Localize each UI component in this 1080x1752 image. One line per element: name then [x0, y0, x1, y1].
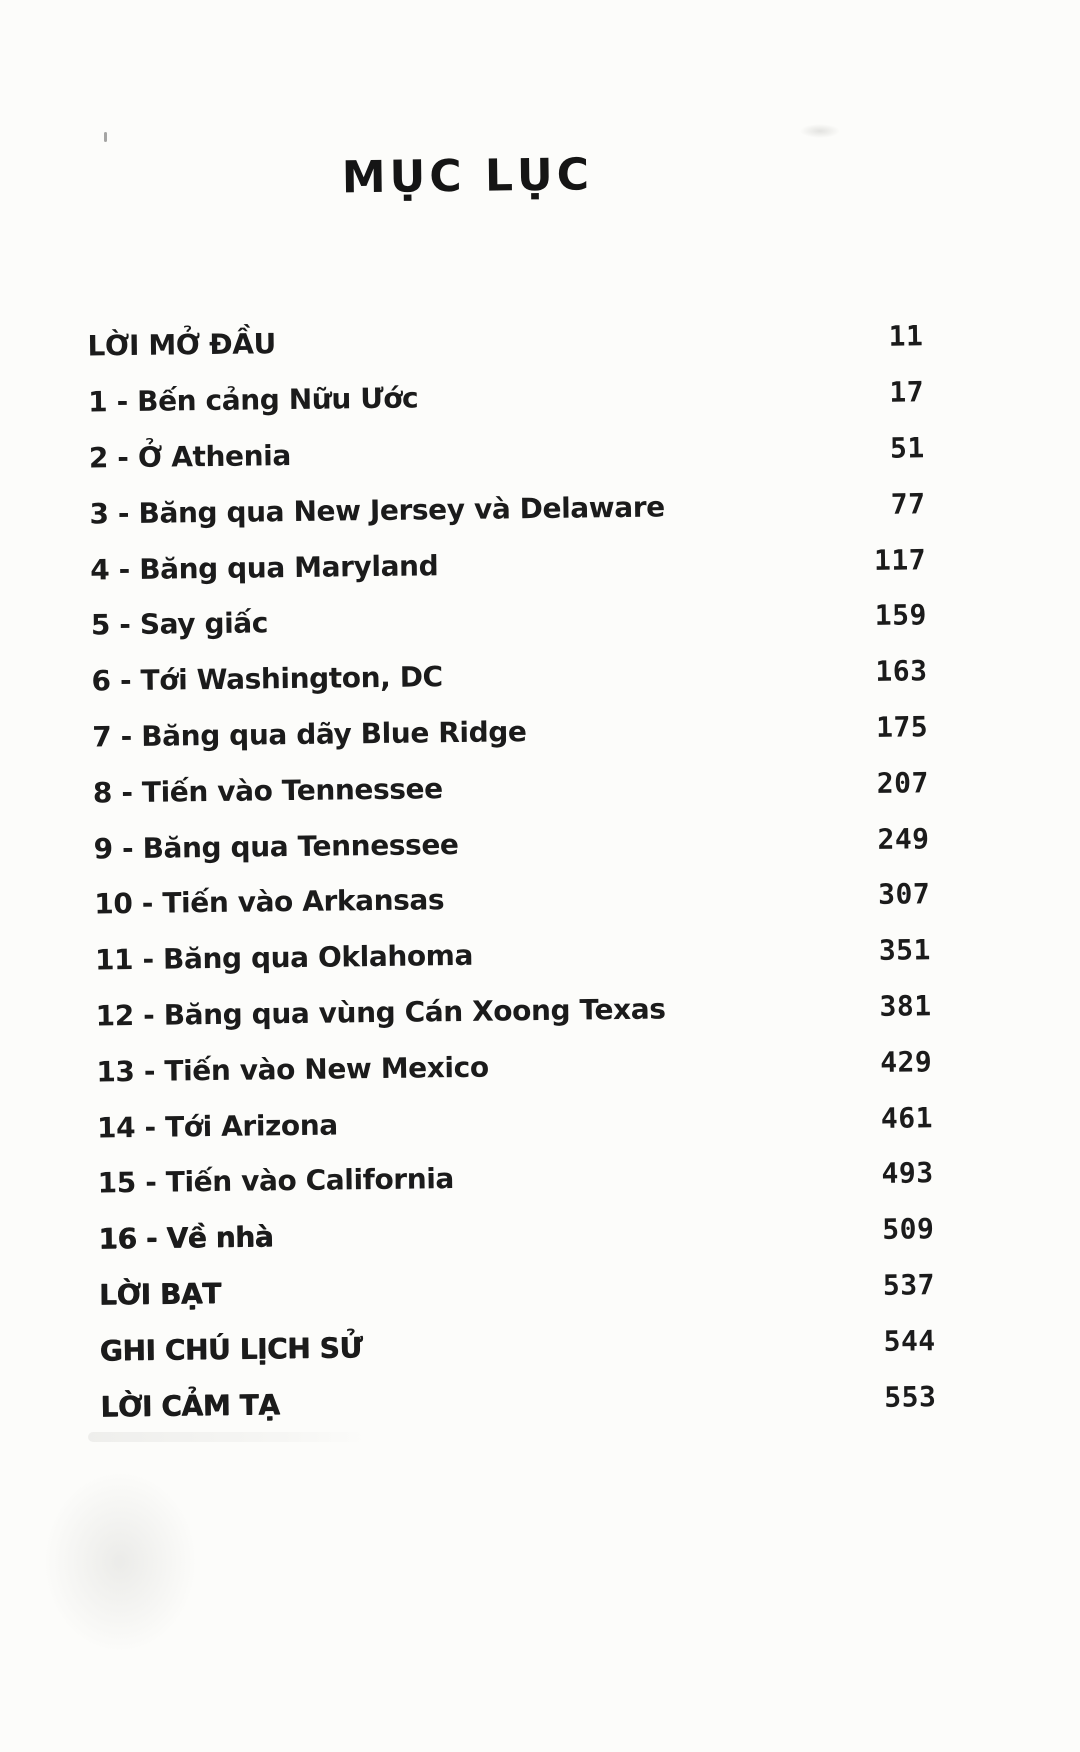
toc-entry-page-number: 117 — [873, 542, 927, 577]
toc-entry-label: 2 - Ở Athenia — [88, 439, 292, 475]
toc-entry — [97, 1145, 934, 1211]
toc-entry-page-number: 163 — [875, 654, 928, 689]
toc-entry-label: 13 - Tiến vào New Mexico — [96, 1050, 489, 1089]
toc-entry-page-number: 159 — [874, 598, 928, 633]
toc-entry — [90, 531, 927, 597]
toc-entry — [88, 364, 925, 430]
toc-entry-page-number: 351 — [878, 933, 932, 968]
toc-entry-label: LỜI CẢM TẠ — [100, 1387, 280, 1423]
toc-entry-page-number: 509 — [882, 1212, 935, 1246]
toc-entry-label: 7 - Băng qua dãy Blue Ridge — [92, 715, 527, 754]
scan-smudge — [10, 1432, 230, 1692]
toc-entry-label: 5 - Say giấc — [90, 606, 269, 642]
toc-entry-label: 12 - Băng qua vùng Cán Xoong Texas — [95, 992, 666, 1033]
toc-entry-label: 4 - Băng qua Maryland — [89, 548, 439, 587]
toc-entry-label: 10 - Tiến vào Arkansas — [94, 883, 445, 921]
toc-entry — [91, 643, 928, 709]
toc-entry-page-number: 429 — [879, 1044, 933, 1079]
toc-entry-page-number: 51 — [889, 431, 925, 465]
toc-entry-page-number: 544 — [883, 1323, 936, 1358]
toc-entry-label: 16 - Về nhà — [98, 1220, 274, 1256]
toc-entry-page-number: 461 — [880, 1100, 934, 1135]
toc-entry-page-number: 249 — [877, 821, 930, 856]
toc-entry-label: GHI CHÚ LỊCH SỬ — [99, 1330, 363, 1368]
toc-entry-label: 14 - Tới Arizona — [96, 1108, 339, 1144]
toc-entry-page-number: 307 — [877, 877, 931, 912]
toc-entry-label: 15 - Tiến vào California — [97, 1162, 455, 1200]
toc-entry-page-number: 207 — [876, 766, 930, 800]
toc-entry — [98, 1201, 935, 1267]
toc-entry-page-number: 77 — [890, 487, 926, 521]
toc-entry-label: 3 - Băng qua New Jersey và Delaware — [89, 490, 665, 531]
toc-entry — [95, 922, 932, 988]
toc-entry-label: LỜI BẠT — [98, 1276, 222, 1312]
toc-entry-label: 8 - Tiến vào Tennessee — [92, 771, 443, 810]
toc-entry-label: LỜI MỞ ĐẦU — [87, 327, 277, 363]
toc-entry — [99, 1257, 936, 1323]
toc-entry — [97, 1089, 934, 1155]
toc-entry — [91, 587, 928, 653]
toc-entry-page-number: 493 — [881, 1156, 934, 1191]
toc-entry-page-number: 537 — [882, 1268, 936, 1302]
toc-entry-label: 9 - Băng qua Tennessee — [93, 827, 459, 866]
toc-entry — [95, 978, 932, 1044]
toc-entry — [100, 1368, 937, 1434]
page-title: MỤC LỤC — [341, 149, 594, 204]
toc-entry — [88, 420, 925, 486]
toc-entry — [87, 308, 924, 374]
toc-entry-label: 11 - Băng qua Oklahoma — [94, 938, 474, 977]
toc-entry-page-number: 553 — [884, 1379, 937, 1414]
toc-entry — [93, 810, 930, 876]
toc-entry-page-number: 175 — [875, 710, 929, 744]
toc-list — [0, 306, 1080, 1435]
toc-entry-label: 1 - Bến cảng Nữu Ước — [87, 381, 419, 419]
toc-entry — [93, 755, 930, 821]
toc-entry — [94, 866, 931, 932]
toc-entry — [89, 476, 926, 542]
toc-entry-page-number: 381 — [879, 989, 932, 1023]
toc-entry-page-number: 11 — [888, 319, 924, 354]
toc-entry-page-number: 17 — [889, 375, 925, 409]
toc-entry — [96, 1034, 933, 1100]
toc-entry — [99, 1313, 936, 1379]
toc-entry-label: 6 - Tới Washington, DC — [91, 660, 443, 698]
toc-entry — [92, 699, 929, 765]
